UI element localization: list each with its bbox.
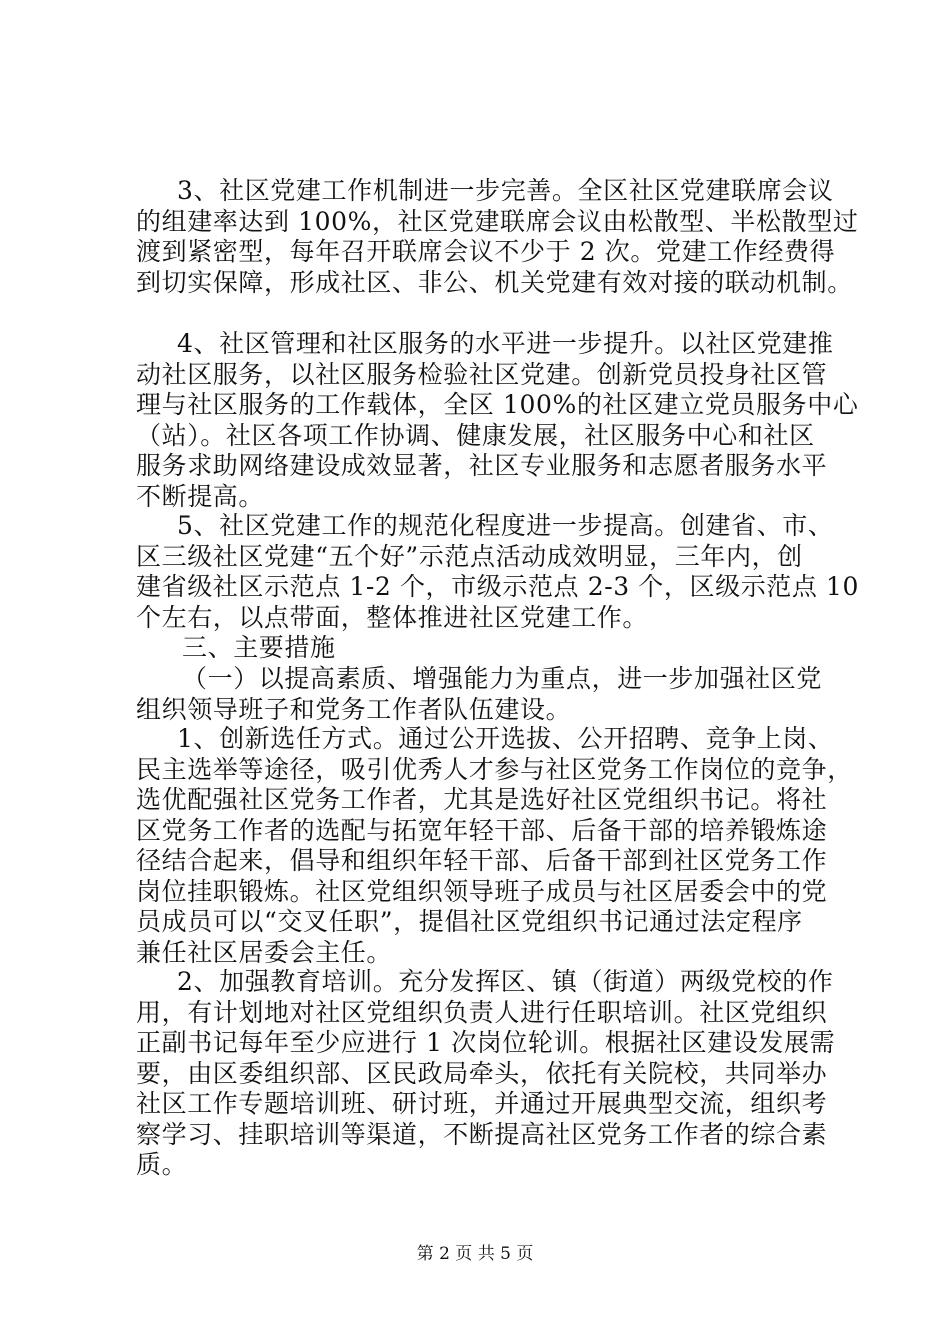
paragraph-line: 动社区服务，以社区服务检验社区党建。创新党员投身社区管	[136, 359, 828, 389]
paragraph-line: 区三级社区党建“五个好”示范点活动成效明显，三年内，创	[136, 541, 803, 571]
paragraph-line: 用，有计划地对社区党组织负责人进行任职培训。社区党组织	[136, 997, 828, 1027]
page-footer: 第 2 页 共 5 页	[416, 1244, 534, 1264]
paragraph-line: 民主选举等途径，吸引优秀人才参与社区党务工作岗位的竞争，	[136, 754, 853, 784]
paragraph-line: 2、加强教育培训。充分发挥区、镇（街道）两级党校的作	[177, 967, 834, 996]
paragraph-line: 的组建率达到 100%，社区党建联席会议由松散型、半松散型过	[136, 206, 859, 236]
paragraph-line: 建省级社区示范点 1-2 个，市级示范点 2-3 个，区级示范点 10	[136, 572, 860, 601]
paragraph-line: 到切实保障，形成社区、非公、机关党建有效对接的联动机制。	[136, 267, 853, 297]
paragraph-line: 组织领导班子和党务工作者队伍建设。	[136, 694, 572, 724]
paragraph-line: 岗位挂职锻炼。社区党组织领导班子成员与社区居委会中的党	[136, 876, 828, 906]
paragraph-line: 不断提高。	[136, 481, 265, 511]
paragraph-line: 4、社区管理和社区服务的水平进一步提升。以社区党建推	[177, 329, 834, 358]
paragraph-line: 渡到紧密型，每年召开联席会议不少于 2 次。党建工作经费得	[136, 237, 836, 266]
paragraph-line: 要，由区委组织部、区民政局牵头，依托有关院校，共同举办	[136, 1058, 828, 1088]
paragraph-line: 察学习、挂职培训等渠道，不断提高社区党务工作者的综合素	[136, 1119, 828, 1149]
paragraph-line: 5、社区党建工作的规范化程度进一步提高。创建省、市、	[177, 511, 834, 540]
paragraph-line: 1、创新选任方式。通过公开选拔、公开招聘、竞争上岗、	[177, 724, 834, 753]
paragraph-line: （一）以提高素质、增强能力为重点，进一步加强社区党	[182, 664, 823, 693]
paragraph-line: （站）。社区各项工作协调、健康发展，社区服务中心和社区	[136, 420, 815, 450]
paragraph-line: 3、社区党建工作机制进一步完善。全区社区党建联席会议	[177, 176, 834, 205]
paragraph-line: 员成员可以“交叉任职”，提倡社区党组织书记通过法定程序	[136, 907, 803, 936]
paragraph-line: 正副书记每年至少应进行 1 次岗位轮训。根据社区建设发展需	[136, 1028, 836, 1057]
paragraph-line: 质。	[136, 1150, 188, 1179]
section-heading: 三、主要措施	[182, 633, 336, 662]
paragraph-line: 区党务工作者的选配与拓宽年轻干部、后备干部的培养锻炼途	[136, 815, 828, 845]
paragraph-line: 理与社区服务的工作载体，全区 100%的社区建立党员服务中心	[136, 390, 859, 419]
paragraph-line: 社区工作专题培训班、研讨班，并通过开展典型交流，组织考	[136, 1089, 828, 1118]
paragraph-line: 径结合起来，倡导和组织年轻干部、后备干部到社区党务工作	[136, 846, 828, 875]
paragraph-line: 个左右，以点带面，整体推进社区党建工作。	[136, 602, 649, 632]
paragraph-line: 服务求助网络建设成效显著，社区专业服务和志愿者服务水平	[136, 451, 828, 480]
paragraph-line: 兼任社区居委会主任。	[136, 937, 393, 967]
paragraph-line: 选优配强社区党务工作者，尤其是选好社区党组织书记。将社	[136, 785, 828, 814]
